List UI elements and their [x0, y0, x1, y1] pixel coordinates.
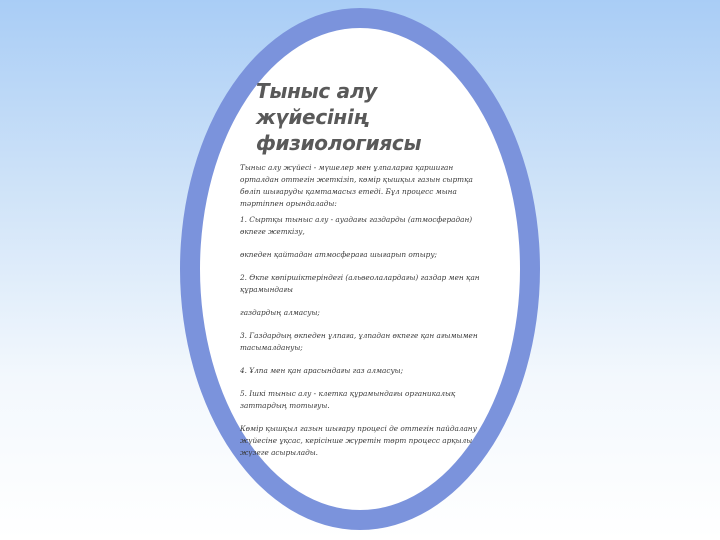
title-line-2: физиологиясы [256, 131, 422, 155]
closing-paragraph: Көмір қышқыл газын шығару процесі де оттегін пайдалану жүйесіне ұқсас, керісінше жүретін төрт процесс арқылы жүзеге асырылады. [240, 424, 477, 457]
item-4: 4. Ұлпа мен қан арасындағы газ алмасуы; [240, 366, 404, 375]
title-line-1: Тыныс алу жүйесінің [256, 79, 377, 129]
item-2: 2. Өкпе көпіршіктеріндегі (альвеолалардағы) газдар мен қан құрамындағы [240, 273, 480, 294]
item-5: 5. Ішкі тыныс алу - клетка құрамындағы органикалық заттардың тотығуы. [240, 389, 456, 410]
item-2-continued: газдардың алмасуы; [240, 308, 320, 317]
item-1: 1. Сыртқы тыныс алу - ауадағы газдарды (атмосферадан) өкпеге жеткізу, [240, 215, 473, 236]
slide-content [240, 78, 492, 459]
intro-paragraph: Тыныс алу жүйесі - мүшелер мен ұлпаларға қаршиган орталдан оттегін жеткізіп, көмір қышқыл газын сыртқа бөліп шығаруды қамтамасыз етеді. Бұл процесс мына тәртіппен орындалады: [240, 163, 473, 208]
item-3: 3. Газдардың өкпеден ұлпаға, ұлпадан өкпеге қан ағымымен тасымалдануы; [240, 331, 478, 352]
item-1-continued: өкпеден қайтадан атмосфераға шығарып отыру; [240, 250, 438, 259]
slide-title [256, 78, 492, 156]
